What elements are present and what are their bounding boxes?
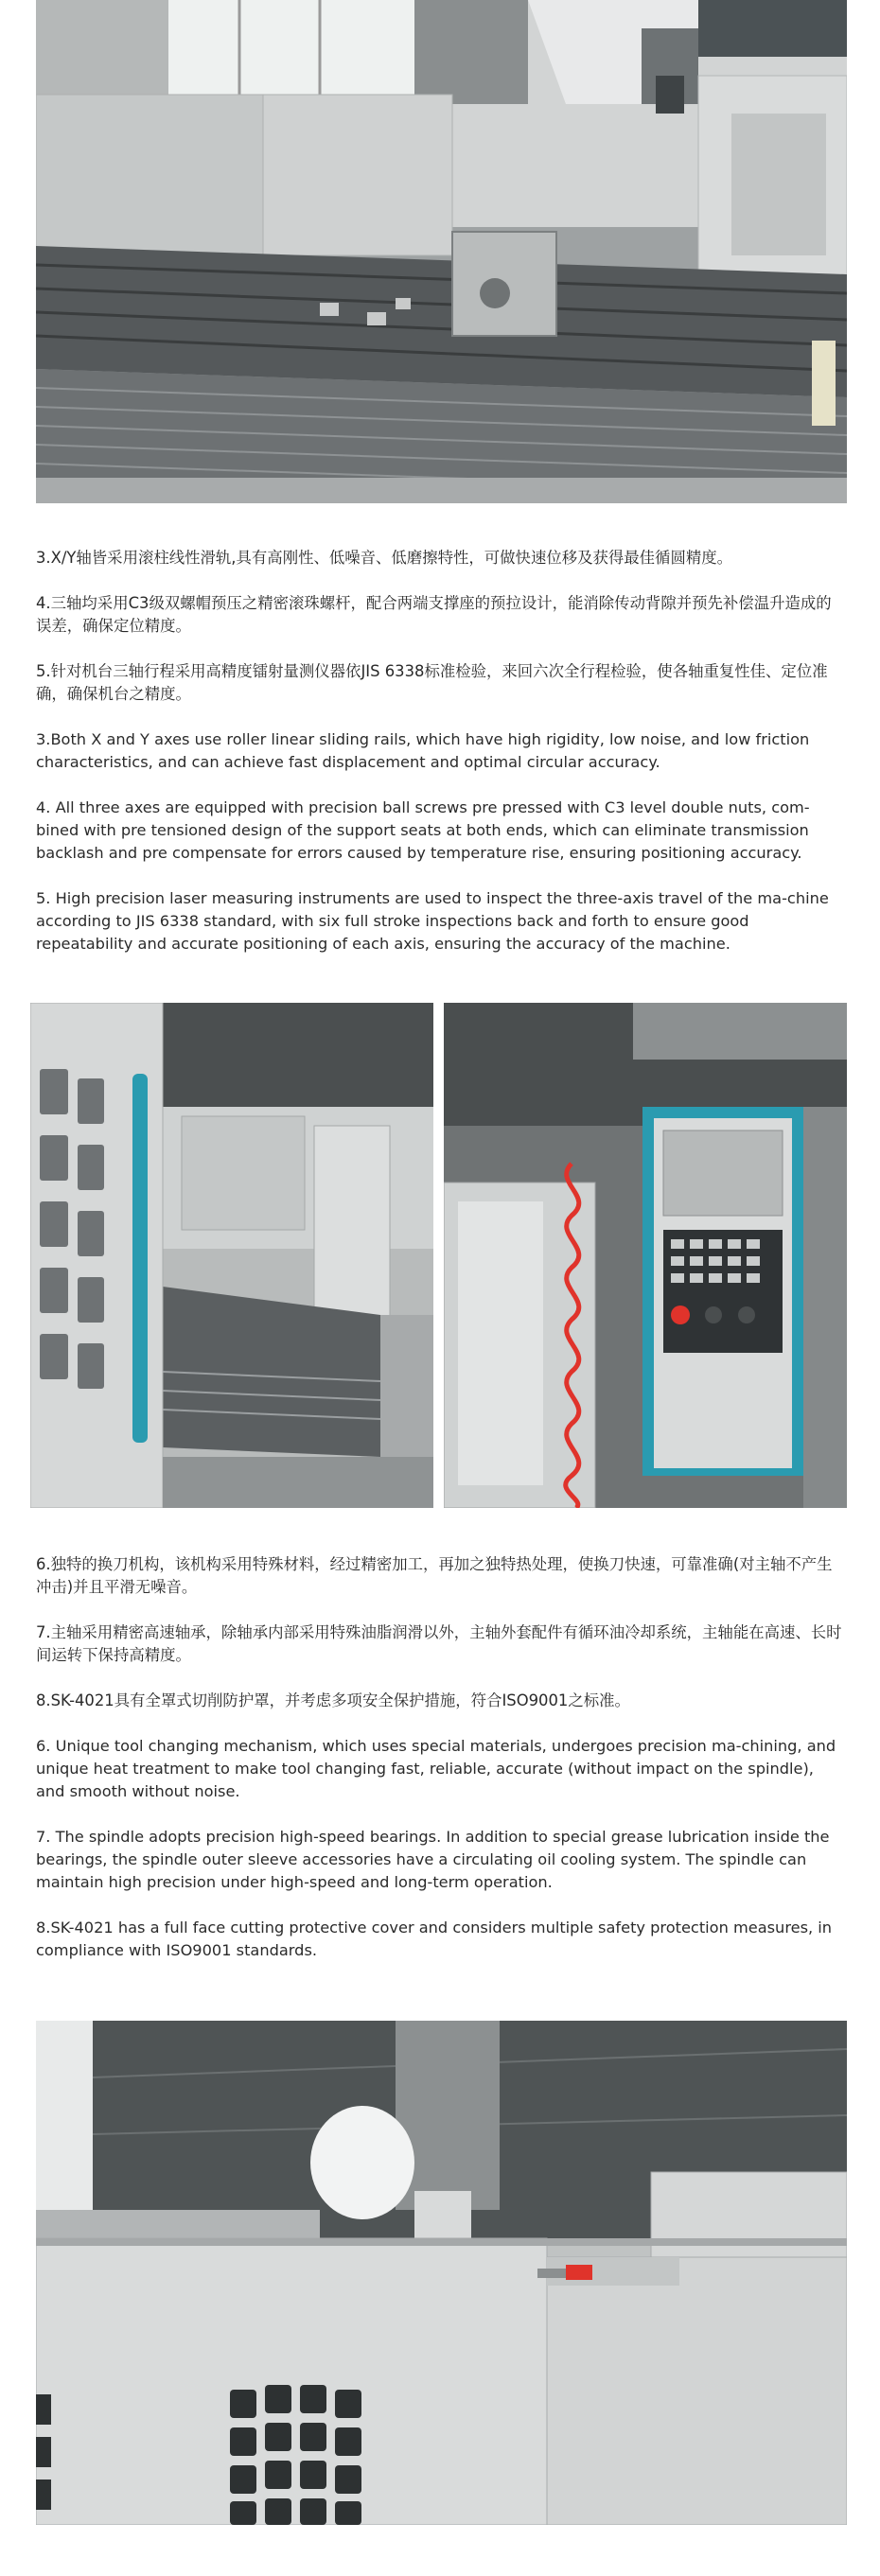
feature-4-zh: 4.三轴均采用C3级双螺帽预压之精密滚珠螺杆，配合两端支撑座的预拉设计，能消除传动背隙并预先补偿温升造成的误差，确保定位精度。 (36, 594, 832, 635)
feature-8-zh: 8.SK-4021具有全罩式切削防护罩，并考虑多项安全保护措施，符合ISO9001之标准。 (36, 1691, 630, 1709)
control-panel-photo (444, 1003, 847, 1508)
feature-5-en: 5. High precision laser measuring instruments are used to inspect the three-axis travel of the ma-chine according to JIS 6338 standard, with six full stroke inspections back and forth to ensure good repeatability and accurate positioning of each axis, ensuring the accuracy of the machine. (36, 889, 829, 953)
feature-8-en: 8.SK-4021 has a full face cutting protective cover and considers multiple safety protection measures, in compliance with ISO9001 standards. (36, 1919, 833, 1959)
feature-7-zh: 7.主轴采用精密高速轴承，除轴承内部采用特殊油脂润滑以外，主轴外套配件有循环油冷却系统，主轴能在高速、长时间运转下保持高精度。 (36, 1623, 842, 1664)
feature-text-section-2 (36, 1553, 846, 1985)
feature-text-section-1 (36, 547, 846, 978)
feature-4-en: 4. All three axes are equipped with precision ball screws pre pressed with C3 level double nuts, com-bined with pre tensioned design of the support seats at both ends, which can eliminate transmission backlash and pre compensate for errors caused by temperature rise, ensuring positioning accuracy. (36, 798, 810, 862)
machine-door-photo (30, 1003, 433, 1508)
feature-6-en: 6. Unique tool changing mechanism, which uses special materials, undergoes precision ma-chining, and unique heat treatment to make tool changing fast, reliable, accurate (without impact on the spindle), and smooth without noise. (36, 1737, 836, 1800)
feature-3-en: 3.Both X and Y axes use roller linear sliding rails, which have high rigidity, low noise, and low friction characteristics, and can achieve fast displacement and optimal circular accuracy. (36, 730, 810, 771)
feature-3-zh: 3.X/Y轴皆采用滚柱线性滑轨,具有高刚性、低噪音、低磨擦特性，可做快速位移及获得最佳循圆精度。 (36, 549, 733, 567)
machine-enclosure-photo (36, 2021, 847, 2525)
feature-5-zh: 5.针对机台三轴行程采用高精度镭射量测仪器依JIS 6338标准检验，来回六次全行程检验，使各轴重复性佳、定位准确，确保机台之精度。 (36, 662, 828, 703)
machine-bed-photo (36, 0, 847, 503)
feature-6-zh: 6.独特的换刀机构，该机构采用特殊材料，经过精密加工，再加之独特热处理，使换刀快速，可靠准确(对主轴不产生冲击)并且平滑无噪音。 (36, 1555, 833, 1596)
feature-7-en: 7. The spindle adopts precision high-speed bearings. In addition to special grease lubrication inside the bearings, the spindle outer sleeve accessories have a circulating oil cooling system. The spindle can maintain high precision under high-speed and long-term operation. (36, 1828, 830, 1891)
